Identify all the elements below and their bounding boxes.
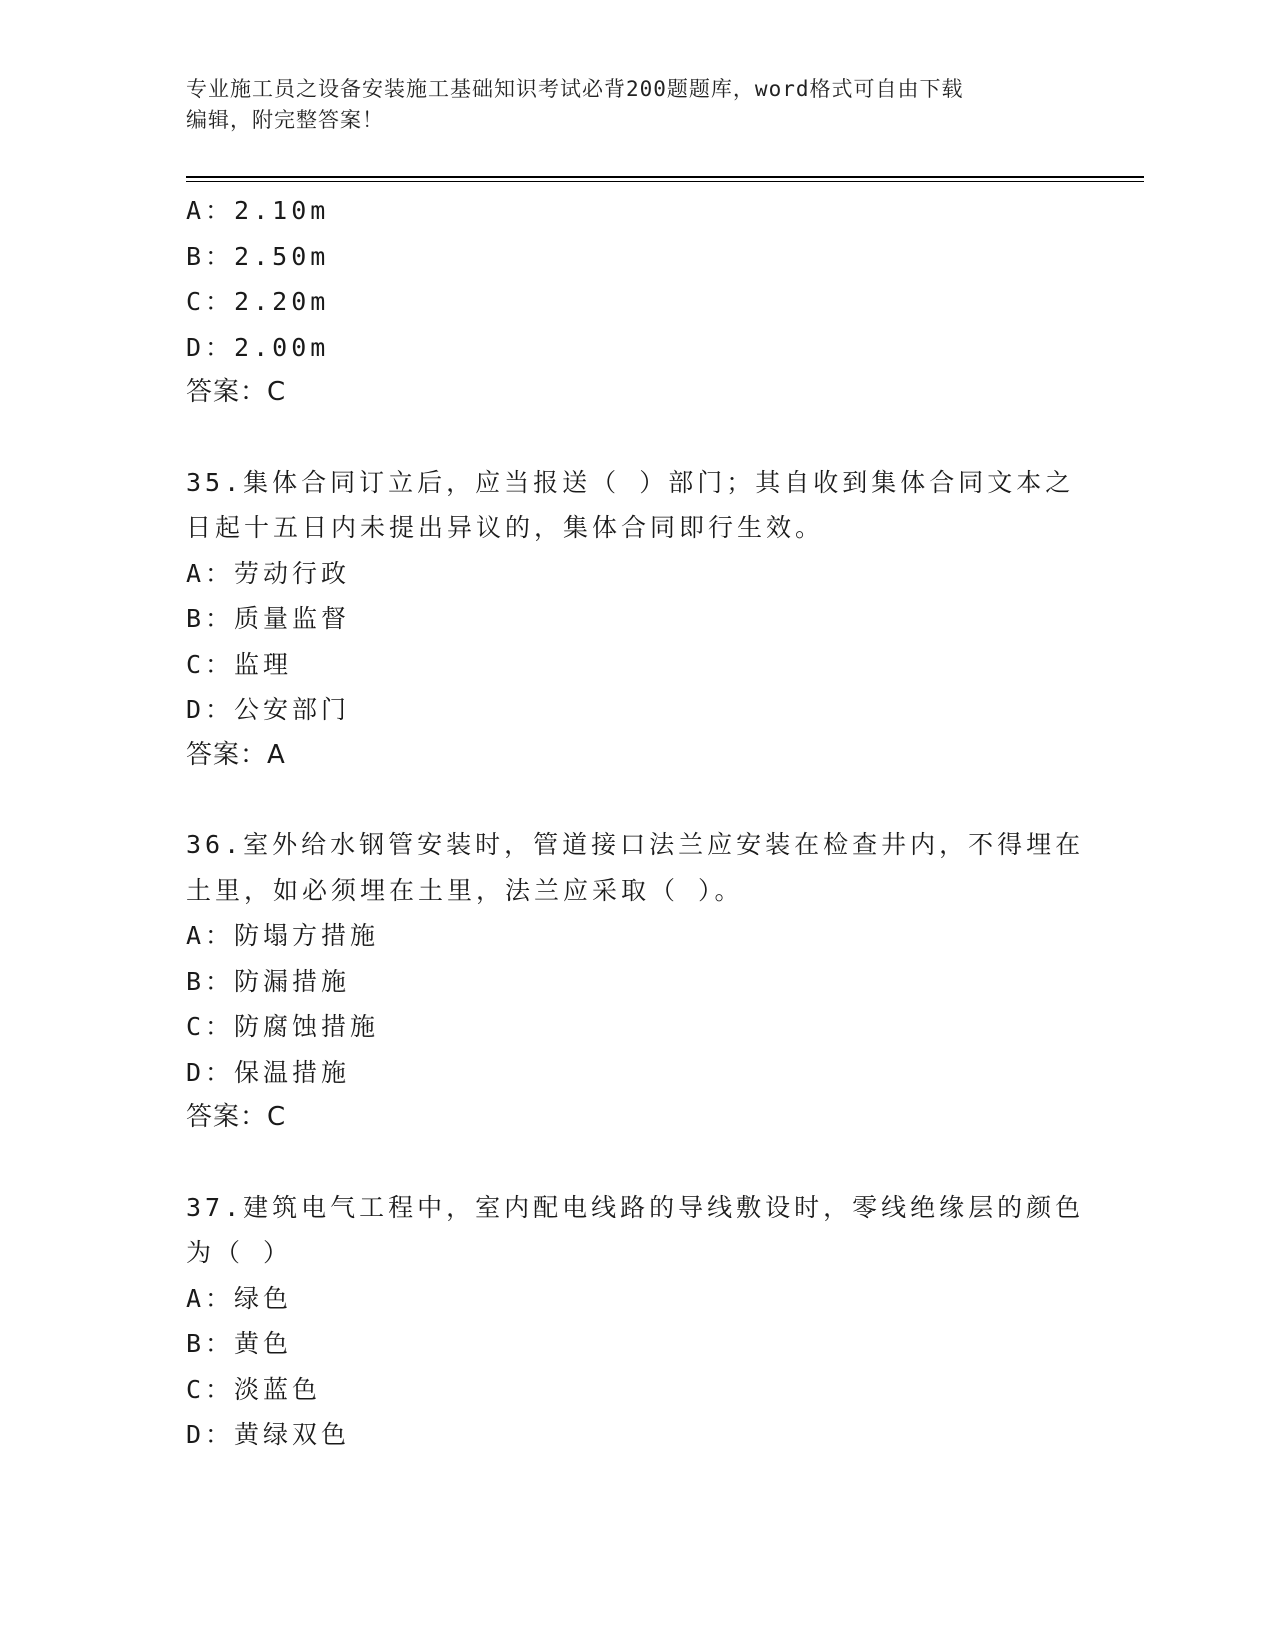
header-title-line-1: 专业施工员之设备安装施工基础知识考试必背200题题库，word格式可自由下载 — [186, 77, 964, 101]
question-text-line-1: 35.集体合同订立后，应当报送（ ）部门；其自收到集体合同文本之 — [186, 467, 1075, 497]
question-34-block — [186, 188, 1086, 416]
option-a: A：劳动行政 — [186, 558, 351, 588]
option-c: C：2.20m — [186, 287, 330, 316]
question-37-block — [186, 1185, 1086, 1458]
option-a: A：防塌方措施 — [186, 921, 380, 950]
answer-line: 答案：C — [186, 1102, 287, 1132]
option-c: C：监理 — [186, 649, 293, 679]
answer-line: 答案：A — [186, 739, 286, 770]
page-header — [186, 74, 1066, 136]
question-35-block — [186, 460, 1086, 779]
question-text-line-2: 为（ ） — [186, 1238, 293, 1267]
option-b: B：2.50m — [186, 241, 330, 271]
question-text-line-1: 37.建筑电气工程中，室内配电线路的导线敷设时，零线绝缘层的颜色 — [186, 1192, 1085, 1222]
option-d: D：保温措施 — [186, 1057, 351, 1087]
question-36-block — [186, 822, 1086, 1141]
question-text-line-2: 土里，如必须埋在土里，法兰应采取（ ）。 — [186, 875, 744, 905]
option-c: C：防腐蚀措施 — [186, 1012, 380, 1041]
option-d: D：2.00m — [186, 332, 330, 362]
option-a: A：绿色 — [186, 1283, 293, 1313]
question-text-line-2: 日起十五日内未提出异议的，集体合同即行生效。 — [186, 513, 825, 542]
option-b: B：质量监督 — [186, 604, 351, 633]
option-b: B：黄色 — [186, 1329, 293, 1358]
option-a: A：2.10m — [186, 196, 330, 225]
option-d: D：黄绿双色 — [186, 1420, 351, 1449]
question-list — [186, 188, 1086, 1458]
option-d: D：公安部门 — [186, 695, 351, 724]
option-b: B：防漏措施 — [186, 966, 351, 996]
answer-line: 答案：C — [186, 377, 287, 407]
header-title-line-2: 编辑，附完整答案！ — [186, 108, 384, 132]
question-text-line-1: 36.室外给水钢管安装时，管道接口法兰应安装在检查井内，不得埋在 — [186, 830, 1085, 859]
option-c: C：淡蓝色 — [186, 1374, 322, 1404]
header-divider-thin — [186, 181, 1144, 182]
header-divider-thick — [186, 176, 1144, 178]
